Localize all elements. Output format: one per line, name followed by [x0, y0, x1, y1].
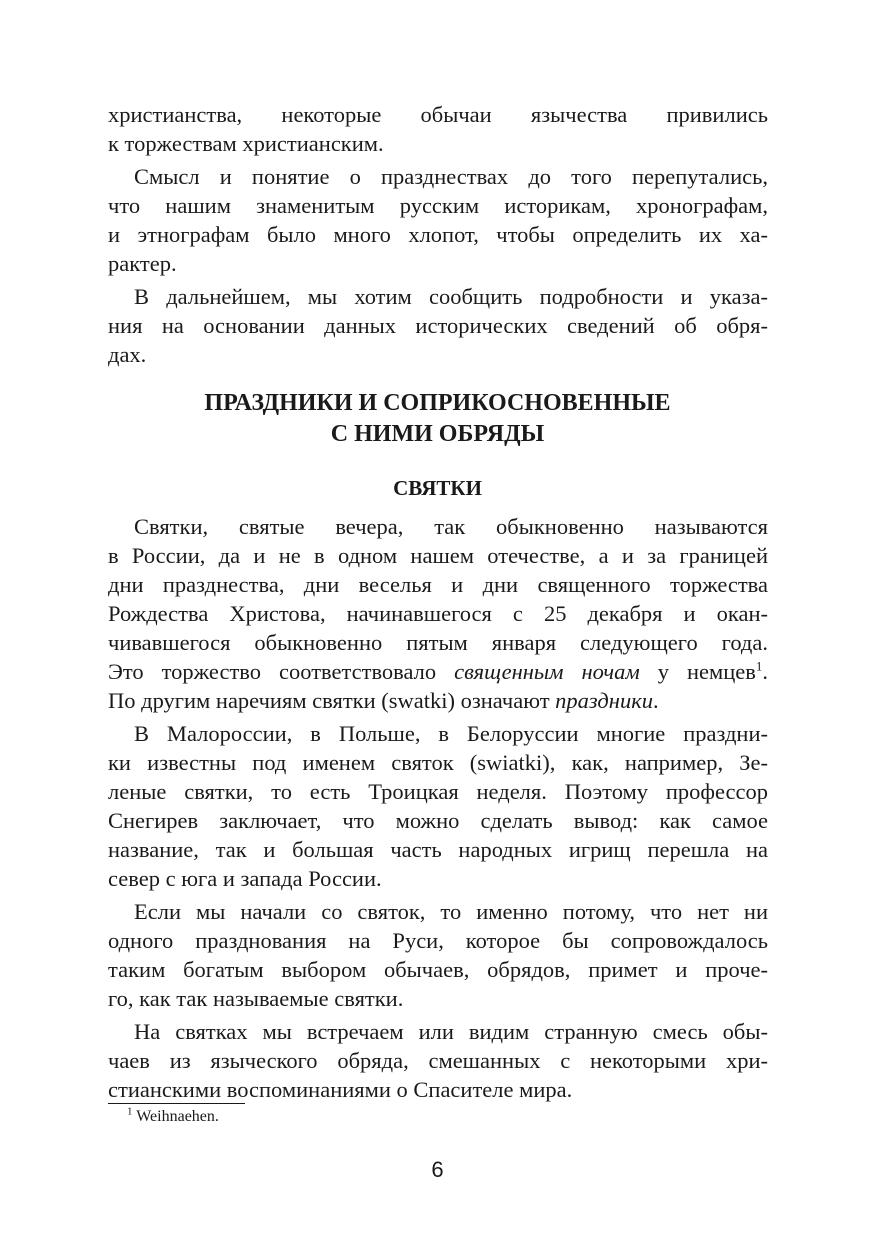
- text-line: [108, 686, 768, 715]
- text-line: Смысл и понятие о празднествах до того перепутались,: [134, 164, 768, 189]
- text-line: Снегирев заключает, что можно сделать вывод: как самое: [108, 808, 768, 833]
- text-line: таким богатым выбором обычаев, обрядов, примет и проче-: [108, 957, 768, 982]
- text-line: леные святки, то есть Троицкая неделя. Поэтому профессор: [108, 779, 768, 804]
- text-run: .: [762, 659, 768, 684]
- footnote-text: Weihnaehen.: [136, 1108, 219, 1125]
- text-line: дни празднества, дни веселья и дни священного торжества: [108, 572, 768, 597]
- text-line: в России, да и не в одном нашем отечестве, а и за границей: [108, 543, 768, 568]
- page-number: 6: [431, 1157, 444, 1182]
- text-line: го, как так называемые святки.: [108, 986, 404, 1011]
- footnote: [127, 1106, 219, 1128]
- text-line: В дальнейшем, мы хотим сообщить подробности и указа-: [134, 284, 768, 309]
- text-line: На святках мы встречаем или видим странную смесь обы-: [134, 1019, 768, 1044]
- text-line: дах.: [108, 342, 147, 367]
- footnote-ref: 1: [755, 658, 763, 674]
- text-run: .: [652, 688, 659, 713]
- footnote-divider: [108, 1103, 245, 1104]
- text-line: что нашим знаменитым русским историкам, хронографам,: [108, 193, 768, 218]
- text-line: рактер.: [108, 251, 177, 276]
- text-line: Рождества Христова, начинавшегося с 25 декабря и окан-: [108, 601, 768, 626]
- text-run: Это торжество соответствовало: [108, 659, 455, 684]
- text-line: название, так и большая часть народных игрищ перешла на: [108, 837, 768, 862]
- text-line: одного празднования на Руси, которое бы сопровождалось: [108, 928, 768, 953]
- text-line: стианскими воспоминаниями о Спасителе мира.: [108, 1077, 573, 1102]
- text-line: к торжествам христианским.: [108, 131, 384, 156]
- text-line: Если мы начали со святок, то именно потому, что нет ни: [134, 899, 768, 924]
- section-title-line-2: С НИМИ ОБРЯДЫ: [330, 421, 545, 447]
- text-line: В Малороссии, в Польше, в Белоруссии многие праздни-: [134, 721, 768, 746]
- text-line: чаев из языческого обряда, смешанных с некоторыми хри-: [108, 1048, 768, 1073]
- body-text: [108, 512, 768, 1104]
- text-line: ния на основании данных исторических сведений об обря-: [108, 313, 768, 338]
- subsection-title: СВЯТКИ: [393, 476, 482, 500]
- italic-term: священным ночам: [454, 659, 640, 684]
- section-title-line-1: ПРАЗДНИКИ И СОПРИКОСНОВЕННЫЕ: [204, 390, 671, 416]
- text-line: [108, 657, 768, 686]
- text-line: Святки, святые вечера, так обыкновенно называются: [134, 514, 768, 539]
- text-line: и этнографам было много хлопот, чтобы определить их ха-: [108, 222, 768, 247]
- text-line: север с юга и запада России.: [108, 866, 382, 891]
- footnote-marker: 1: [127, 1105, 133, 1118]
- text-run: По другим наречиям святки (swatki) означают: [108, 688, 556, 713]
- text-line: христианства, некоторые обычаи язычества привились: [108, 102, 768, 127]
- italic-term: праздники: [555, 688, 653, 713]
- text-line: ки известны под именем святок (swiatki), как, например, Зе-: [108, 750, 768, 775]
- intro-text: [108, 100, 768, 369]
- text-line: чивавшегося обыкновенно пятым января следующего года.: [108, 630, 768, 655]
- text-run: у немцев: [639, 659, 756, 684]
